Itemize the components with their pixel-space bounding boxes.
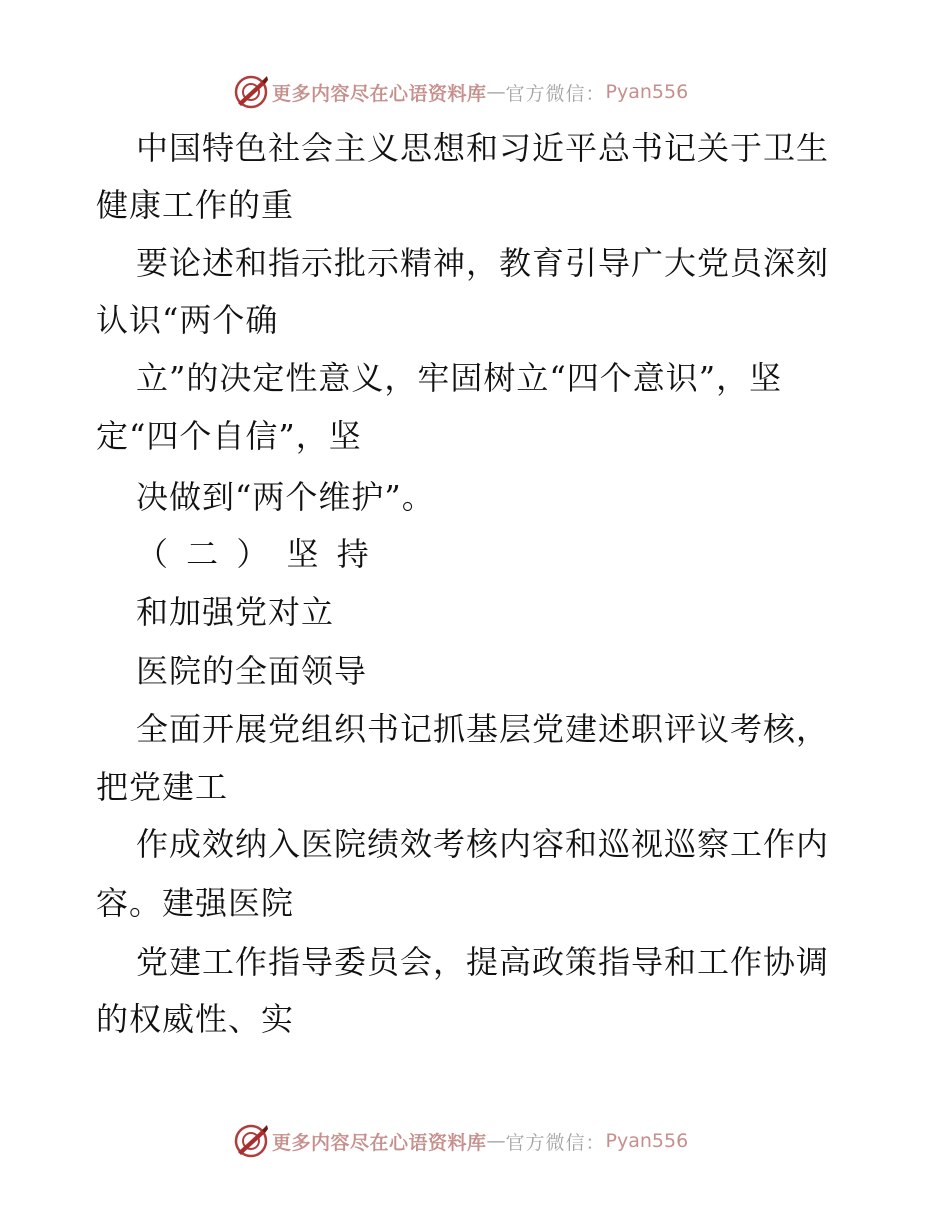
body-line: 要论述和指示批示精神，教育引导广大党员深刻 bbox=[136, 244, 830, 282]
body-line: 作成效纳入医院绩效考核内容和巡视巡察工作内 bbox=[136, 825, 830, 863]
watermark-wechat-label: 官方微信： bbox=[505, 1131, 606, 1154]
watermark-text: 更多内容尽在心语资料库 bbox=[272, 82, 487, 105]
watermark-separator: — bbox=[486, 1130, 506, 1152]
body-line: 和加强党对立 bbox=[136, 593, 335, 631]
body-line: 健康工作的重 bbox=[96, 186, 295, 224]
body-line: 把党建工 bbox=[96, 768, 229, 806]
pen-logo-icon bbox=[232, 73, 270, 111]
body-line: 中国特色社会主义思想和习近平总书记关于卫生 bbox=[136, 129, 830, 167]
body-line: 的权威性、实 bbox=[96, 1000, 295, 1038]
body-line: 全面开展党组织书记抓基层党建述职评议考核， bbox=[136, 710, 830, 748]
body-line: 立”的决定性意义，牢固树立“四个意识”，坚 bbox=[136, 359, 783, 397]
header-watermark bbox=[232, 72, 688, 112]
body-line: 医院的全面领导 bbox=[136, 652, 368, 690]
watermark-wechat-id: Pyan556 bbox=[605, 1130, 689, 1152]
body-line: 决做到“两个维护”。 bbox=[136, 478, 435, 516]
body-line: 定“四个自信”，坚 bbox=[96, 417, 362, 455]
footer-watermark bbox=[232, 1121, 688, 1161]
body-line: 容。建强医院 bbox=[96, 884, 295, 922]
pen-logo-icon bbox=[232, 1122, 270, 1160]
section-heading: （ 二 ） 坚 持 bbox=[136, 535, 373, 573]
watermark-wechat-id: Pyan556 bbox=[605, 81, 689, 103]
body-line: 党建工作指导委员会，提高政策指导和工作协调 bbox=[136, 943, 830, 981]
body-line: 认识“两个确 bbox=[96, 301, 279, 339]
watermark-wechat-label: 官方微信： bbox=[505, 82, 606, 105]
watermark-text: 更多内容尽在心语资料库 bbox=[272, 1131, 487, 1154]
watermark-separator: — bbox=[486, 81, 506, 103]
